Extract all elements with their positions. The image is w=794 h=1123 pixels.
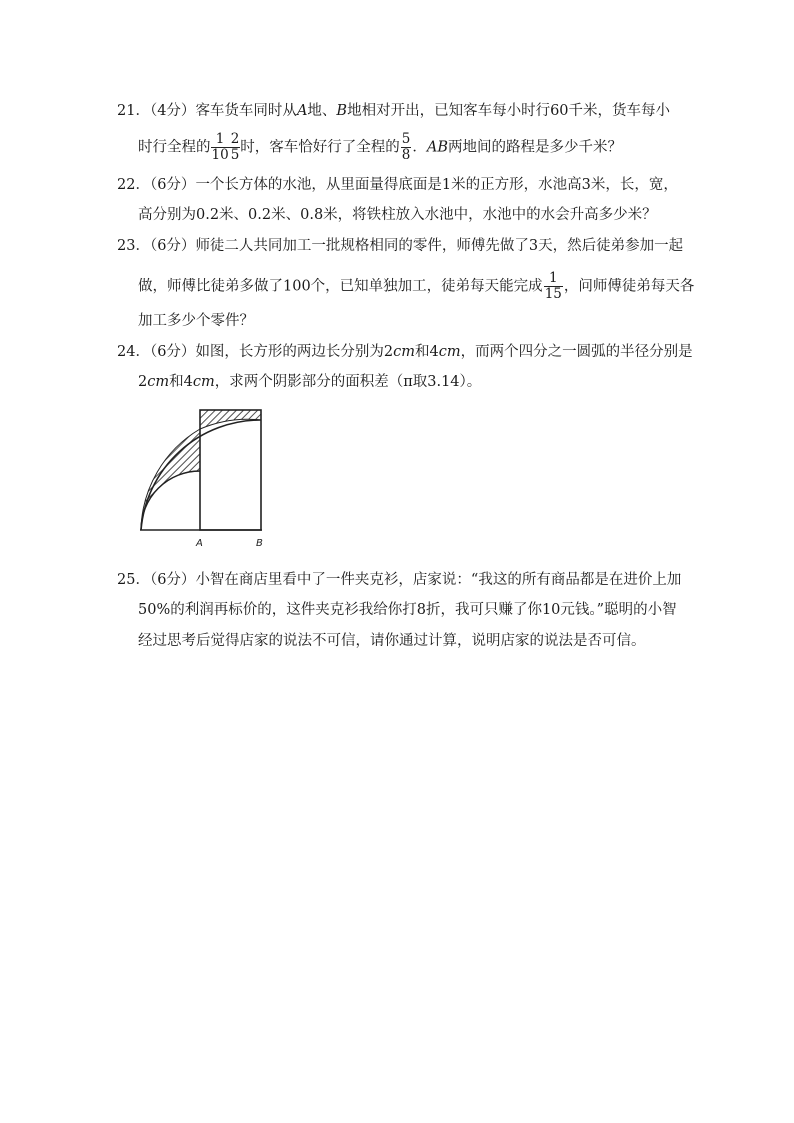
- rectangle: [200, 410, 261, 530]
- question-23-line-1: 23．（6分）师徒二人共同加工一批规格相同的零件，师傅先做了3天，然后徒弟参加一起: [117, 238, 684, 254]
- question-25-line-2: 50%的利润再标价的，这件夹克衫我给你打8折，我可只赚了你10元钱。”聪明的小智: [138, 602, 677, 618]
- small-quarter-arc: [141, 471, 200, 530]
- large-quarter-arc: [141, 420, 261, 530]
- point-label-a: A: [196, 538, 203, 549]
- fraction: $\frac{2}{5}$: [230, 131, 240, 163]
- question-25-line-3: 经过思考后觉得店家的说法不可信，请你通过计算，说明店家的说法是否可信。: [138, 633, 646, 649]
- question-21-line-2: 时行全程的 $\frac{1}{10}$ $\frac{2}{5}$ 时，客车恰好行了全程的 $\frac{5}{8}$ ．AB两地间的路程是多少千米？: [138, 131, 623, 163]
- quarter-arc-figure: [136, 404, 271, 550]
- question-22-line-2: 高分别为0.2米、0.2米、0.8米，将铁柱放入水池中，水池中的水会升高多少米？: [138, 207, 657, 223]
- fraction-pair: [211, 132, 241, 163]
- question-24-line-1: 24．（6分）如图，长方形的两边长分别为2cm和4cm，而两个四分之一圆弧的半径分别是: [117, 344, 693, 360]
- point-label-b: B: [256, 538, 263, 549]
- question-23-line-2: 做，师傅比徒弟多做了100个，已知单独加工，徒弟每天能完成 $\frac{1}{15}$ ，问师傅徒弟每天各: [138, 270, 695, 302]
- question-25-label: 25．（6分）: [117, 572, 196, 588]
- question-23-label: 23．（6分）: [117, 238, 196, 254]
- question-21-line-1: 21．（4分）客车货车同时从A地、B地相对开出，已知客车每小时行60千米，货车每小: [117, 103, 671, 119]
- question-24-line-2: 2cm和4cm，求两个阴影部分的面积差（π取3.14）。: [138, 374, 482, 390]
- fraction: $\frac{1}{10}$: [211, 131, 229, 163]
- question-24-label: 24．（6分）: [117, 344, 196, 360]
- question-25-line-1: 25．（6分）小智在商店里看中了一件夹克衫，店家说：“我这的所有商品都是在进价上加: [117, 572, 682, 588]
- question-23-line-3: 加工多少个零件？: [138, 313, 254, 329]
- question-22-label: 22．（6分）: [117, 177, 196, 193]
- shaded-region-top: [200, 410, 261, 429]
- question-22-line-1: 22．（6分）一个长方体的水池，从里面量得底面是1米的正方形，水池高3米，长，宽，: [117, 177, 678, 193]
- fraction: $\frac{5}{8}$: [401, 131, 411, 163]
- fraction: $\frac{1}{15}$: [544, 270, 562, 302]
- question-21-label: 21．（4分）: [117, 103, 196, 119]
